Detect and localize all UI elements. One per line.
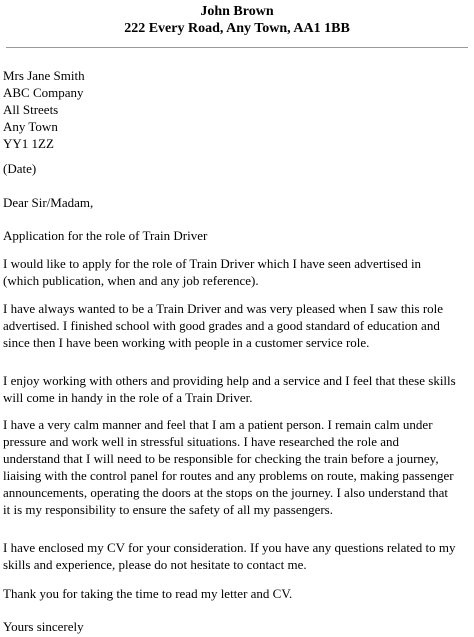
paragraph-2 xyxy=(3,300,471,351)
paragraph-line: liaising with the control panel for routes and any problems on route, making passenger xyxy=(3,468,454,483)
recipient-address xyxy=(3,67,471,152)
closing: Yours sincerely xyxy=(3,619,84,634)
recipient-town: Any Town xyxy=(3,119,58,134)
recipient-company: ABC Company xyxy=(3,85,84,100)
paragraph-line: announcements, operating the doors at the stops on the journey. I also understand that xyxy=(3,485,449,500)
paragraph-5 xyxy=(3,539,471,573)
paragraph-line: it is my responsibility to ensure the safety of all my passengers. xyxy=(3,502,333,517)
paragraph-line: since then I have been working with people in a customer service role. xyxy=(3,335,370,350)
paragraph-line: Thank you for taking the time to read my letter and CV. xyxy=(3,586,293,601)
paragraph-line: I have a very calm manner and feel that I am a patient person. I remain calm under xyxy=(3,417,433,432)
recipient-postcode: YY1 1ZZ xyxy=(3,136,54,151)
paragraph-line: (which publication, when and any job reference). xyxy=(3,273,259,288)
header-divider xyxy=(6,47,468,48)
letter-date: (Date) xyxy=(3,161,37,176)
paragraph-line: I enjoy working with others and providing help and a service and I feel that these skills xyxy=(3,373,456,388)
sender-address: 222 Every Road, Any Town, AA1 1BB xyxy=(124,21,350,36)
paragraph-6 xyxy=(3,585,471,602)
paragraph-line: skills and experience, please do not hesitate to contact me. xyxy=(3,557,307,572)
paragraph-line: pressure and work well in stressful situations. I have researched the role and xyxy=(3,434,400,449)
salutation: Dear Sir/Madam, xyxy=(3,195,94,210)
paragraph-line: understand that I will need to be responsible for checking the train before a journey, xyxy=(3,451,439,466)
paragraph-line: I would like to apply for the role of Train Driver which I have seen advertised in xyxy=(3,256,422,271)
paragraph-3 xyxy=(3,372,471,406)
paragraph-line: I have always wanted to be a Train Driver and was very pleased when I saw this role xyxy=(3,301,444,316)
paragraph-1 xyxy=(3,255,471,289)
paragraph-line: I have enclosed my CV for your consideration. If you have any questions related to my xyxy=(3,540,456,555)
paragraph-line: advertised. I finished school with good grades and a good standard of education and xyxy=(3,318,440,333)
sender-name: John Brown xyxy=(200,4,274,19)
recipient-street: All Streets xyxy=(3,102,59,117)
paragraph-line: will come in handy in the role of a Train Driver. xyxy=(3,390,253,405)
paragraph-4 xyxy=(3,416,471,518)
subject-line: Application for the role of Train Driver xyxy=(3,228,208,243)
recipient-name: Mrs Jane Smith xyxy=(3,68,85,83)
letter-header xyxy=(0,3,474,37)
